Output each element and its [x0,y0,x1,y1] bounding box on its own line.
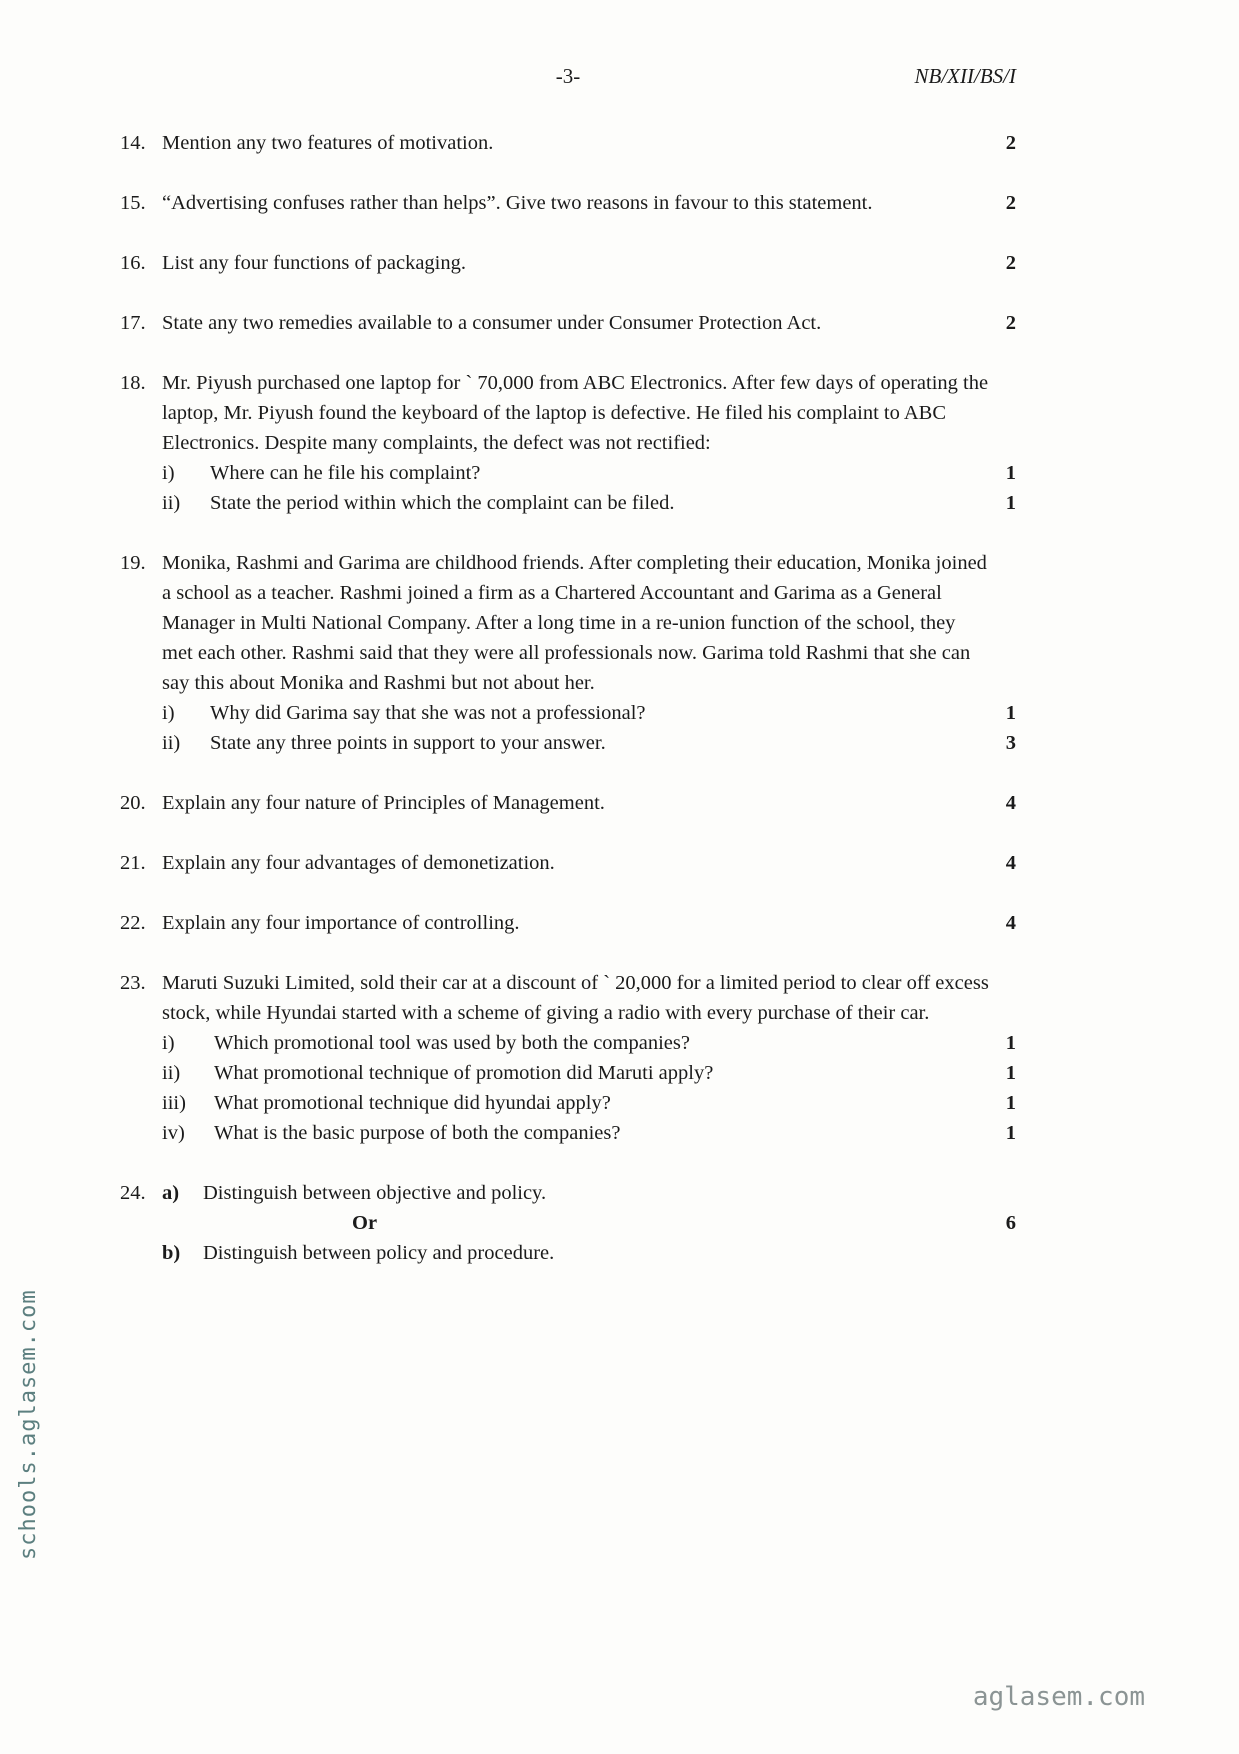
subpart-ii [162,488,1016,518]
or-label: Or [352,1212,378,1234]
question-text: State any two remedies available to a consumer under Consumer Protection Act. [162,312,822,334]
question-20 [120,788,1016,818]
question-17 [120,308,1016,338]
subpart-ii [162,728,1016,758]
subpart-text: Where can he file his complaint? [210,462,481,484]
subpart-ii [162,1058,1016,1088]
subpart-text: What promotional technique of promotion did Maruti apply? [214,1062,714,1084]
question-number: 14. [120,132,146,154]
question-number: 19. [120,552,146,574]
subpart-text: What promotional technique did hyundai apply? [214,1092,611,1114]
question-number: 23. [120,972,146,994]
part-text: Distinguish between policy and procedure. [203,1242,555,1264]
subpart-marks: 1 [1005,1122,1016,1144]
question-21 [120,848,1016,878]
subpart-text: Why did Garima say that she was not a professional? [210,702,646,724]
question-marks: 4 [1005,852,1016,874]
question-marks: 6 [1005,1212,1016,1234]
question-number: 17. [120,312,146,334]
subpart-iii [162,1088,1016,1118]
subpart-i [162,698,1016,728]
question-text: Explain any four advantages of demonetization. [162,852,555,874]
subpart-label: ii) [162,492,181,514]
question-number: 18. [120,372,146,394]
question-text: Explain any four nature of Principles of Management. [162,792,605,814]
subpart-label: iv) [162,1122,185,1144]
part-label: a) [162,1182,180,1204]
question-number: 22. [120,912,146,934]
question-text: Explain any four importance of controlling. [162,912,520,934]
question-24 [120,1178,1016,1268]
question-16 [120,248,1016,278]
subpart-label: i) [162,702,175,724]
question-text: List any four functions of packaging. [162,252,467,274]
subpart-i [162,1028,1016,1058]
subpart-text: State the period within which the complaint can be filed. [210,492,675,514]
question-marks: 4 [1005,912,1016,934]
page-number: -3- [555,64,581,88]
question-22 [120,908,1016,938]
part-label: b) [162,1242,181,1264]
question-number: 16. [120,252,146,274]
question-marks: 2 [1005,192,1016,214]
question-number: 15. [120,192,146,214]
question-14 [120,128,1016,158]
subpart-i [162,458,1016,488]
subpart-marks: 1 [1005,1032,1016,1054]
subpart-label: ii) [162,732,181,754]
page-header [120,64,1016,94]
part-text: Distinguish between objective and policy. [203,1182,547,1204]
question-18 [120,368,1016,518]
subpart-marks: 1 [1005,462,1016,484]
question-23 [120,968,1016,1148]
part-a [162,1178,1016,1208]
subpart-marks: 3 [1005,732,1016,754]
subpart-text: State any three points in support to your answer. [210,732,606,754]
question-text: Mention any two features of motivation. [162,132,494,154]
paper-code: NB/XII/BS/I [914,64,1016,88]
or-row [162,1208,1016,1238]
question-number: 20. [120,792,146,814]
subpart-label: ii) [162,1062,181,1084]
subpart-label: i) [162,1032,175,1054]
question-text: “Advertising confuses rather than helps”. Give two reasons in favour to this statement. [162,192,873,214]
left-watermark: schools.aglasem.com [16,1289,41,1560]
subpart-marks: 1 [1005,1092,1016,1114]
question-number: 24. [120,1182,146,1204]
question-marks: 2 [1005,252,1016,274]
subpart-marks: 1 [1005,492,1016,514]
question-text: Monika, Rashmi and Garima are childhood friends. After completing their education, Monika joined a school as a teacher. Rashmi joined a firm as a Chartered Accountant and Garima as a General Manager in Multi National Company. After a long time in a re-union function of the school, they met each other. Rashmi said that they were all professionals now. Garima told Rashmi that she can say this about Monika and Rashmi but not about her. [162,552,987,694]
subpart-label: i) [162,462,175,484]
subpart-iv [162,1118,1016,1148]
subpart-text: Which promotional tool was used by both the companies? [214,1032,690,1054]
part-b [162,1238,1016,1268]
subpart-text: What is the basic purpose of both the companies? [214,1122,621,1144]
question-marks: 2 [1005,132,1016,154]
question-text: Maruti Suzuki Limited, sold their car at a discount of ` 20,000 for a limited period to clear off excess stock, while Hyundai started with a scheme of giving a radio with every purchase of their car. [162,972,989,1024]
subpart-marks: 1 [1005,1062,1016,1084]
question-list [120,128,1016,1298]
question-marks: 4 [1005,792,1016,814]
question-text: Mr. Piyush purchased one laptop for ` 70,000 from ABC Electronics. After few days of operating the laptop, Mr. Piyush found the keyboard of the laptop is defective. He filed his complaint to ABC Electronics. Despite many complaints, the defect was not rectified: [162,372,989,454]
bottom-watermark: aglasem.com [972,1682,1145,1712]
question-number: 21. [120,852,146,874]
subpart-marks: 1 [1005,702,1016,724]
question-19 [120,548,1016,758]
question-15 [120,188,1016,218]
subpart-label: iii) [162,1092,186,1114]
question-marks: 2 [1005,312,1016,334]
